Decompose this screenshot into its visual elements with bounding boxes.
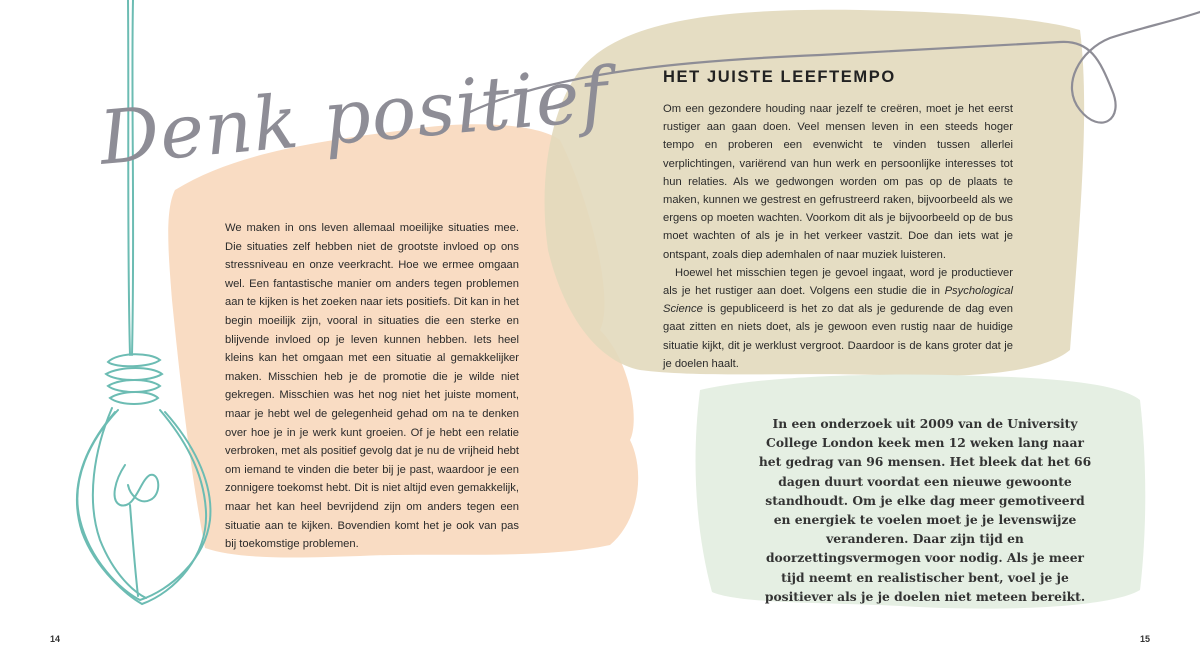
right-body-text [663,100,1013,373]
page-number-right: 15 [1140,634,1151,644]
paragraph-2-end: is gepubliceerd is het zo dat als je gedurende de dag even gaat zitten en niets doet, als je gewoon even rustig naar de huidige situatie kijkt, dit je werklust vergroot. Daardoor is de kans groter dat je je doelen haalt. [663,303,1013,370]
page-title: Denk positief [96,51,613,182]
paragraph-2 [663,264,1013,373]
page-number-left: 14 [50,634,61,644]
journal-name: Psychological Science [663,285,1013,316]
paragraph-1: Om een gezondere houding naar jezelf te creëren, moet je het eerst rustiger aan gaan doen. Veel mensen leven in een steeds hoger tempo en proberen een evenwicht te vinden tussen allerlei verplichtingen, variërend van hun werk en persoonlijke interesses tot hun relaties. Als we gedwongen worden om pas op de plaats te maken, kunnen we gestrest en gefrustreerd raken, bijvoorbeeld als we ergens op moeten wachten. Voorkom dit als je bijvoorbeeld op de bus moet wachten of als je in het verkeer vastzit. Doe dan iets wat je ontspant, zoals diep ademhalen of naar muziek luisteren. [663,103,1013,261]
left-body-text: We maken in ons leven allemaal moeilijke situaties mee. Die situaties zelf hebben niet de grootste invloed op ons stressniveau en onze veerkracht. Hoe we ermee omgaan wel. Een fantastische manier om anders tegen problemen aan te kijken is het zoeken naar iets positiefs. Dit kan in het begin moeilijk zijn, vooral in situaties die een sterke en blijvende invloed op je leven kunnen hebben. Iets heel kleins kan het omgaan met een situatie al gemakkelijker maken. Misschien heb je de promotie die je wilde niet gekregen. Misschien was het nog niet het juiste moment, maar je hebt wel de gelegenheid gehad om na te denken over hoe je in je werk kunt groeien. Of je hebt een relatie verbroken, met als positief gevolg dat je nu de vrijheid hebt om iemand te vinden die beter bij je past, waardoor je een zonnigere toekomst hebt. Dit is niet altijd even gemakkelijk, maar het kan heel bevrijdend zijn om anders tegen een situatie aan te kijken. Bovendien komt het je ook van pas bij toekomstige problemen. [225,222,519,551]
section-heading: HET JUISTE LEEFTEMPO [663,68,896,86]
study-quote: In een onderzoek uit 2009 van de University College London keek men 12 weken lang naar het gedrag van 96 mensen. Het bleek dat het 66 dagen duurt voordat een nieuwe gewoonte standhoudt. Om je elke dag meer gemotiveerd en energiek te voelen moet je je levenswijze veranderen. Daar zijn tijd en doorzettingsvermogen voor nodig. Als je meer tijd neemt en realistischer bent, voel je je positiever als je je doelen niet meteen bereikt. [758,416,1092,604]
paragraph-2-start: Hoewel het misschien tegen je gevoel ingaat, word je productiever als je het rustiger aan doet. Volgens een studie die in [663,266,1013,298]
